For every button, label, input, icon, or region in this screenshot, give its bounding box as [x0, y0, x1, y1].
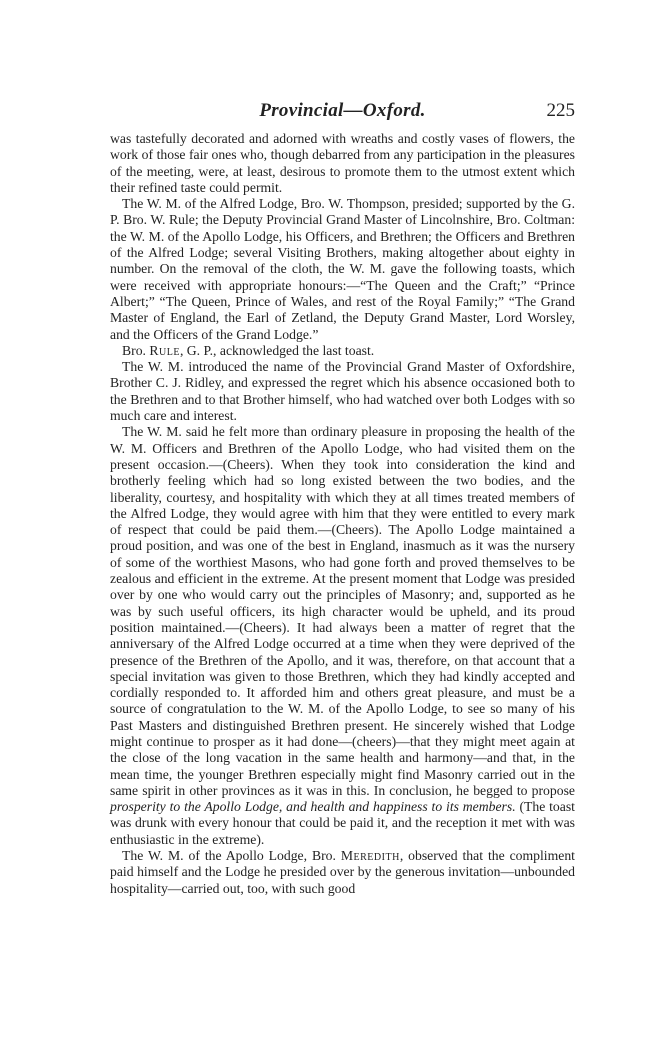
text-segment: prosperity to the Apollo Lodge, and health and happiness to its members.	[110, 799, 516, 815]
paragraph	[110, 343, 575, 359]
paragraph	[110, 196, 575, 343]
paragraph	[110, 359, 575, 424]
paragraph	[110, 848, 575, 897]
page-number: 225	[546, 100, 575, 121]
paragraph	[110, 131, 575, 196]
text-segment: The W. M. introduced the name of the Provincial Grand Master of Oxfordshire, Brother C. J. Ridley, and expressed the regret which his absence occasioned both to the Brethren and to that Brother himself, who had watched over both Lodges with so much care and interest.	[110, 359, 575, 424]
page-header	[110, 100, 575, 128]
running-title: Provincial—Oxford.	[259, 100, 426, 121]
body-text	[110, 131, 575, 897]
text-segment: Meredith	[340, 848, 400, 864]
text-segment: was tastefully decorated and adorned with wreaths and costly vases of flowers, the work of those fair ones who, though debarred from any participation in the pleasures of the meeting, were, at least, desirous to promote them to the utmost extent which their refined taste could permit.	[110, 131, 575, 195]
text-segment: Bro.	[122, 342, 150, 358]
text-segment: The W. M. said he felt more than ordinary pleasure in proposing the health of the W. M. Officers and Brethren of the Apollo Lodge, who had visited them on the present occasion.—(Cheers). When they took into consideration the kind and brotherly feeling which had so long existed between the two bodies, and the liberality, courtesy, and hospitality with which they at all times treated members of the Alfred Lodge, they would agree with him that they were entitled to every mark of respect that could be paid them.—(Cheers). The Apollo Lodge maintained a proud position, and was one of the best in England, inasmuch as it was the nursery of some of the worthiest Masons, who had gone forth and proved themselves to be zealous and efficient in the extreme. At the present moment that Lodge was presided over by one who would carry out the principles of Masonry; and, supported as he was by such useful officers, its high character would be upheld, and its proud position maintained.—(Cheers). It had always been a matter of regret that the anniversary of the Alfred Lodge occurred at a time when they were deprived of the presence of the Brethren of the Apollo, and it was, therefore, on that account that a special invitation was given to those Brethren, which they had kindly accepted and cordially responded to. It afforded him and others great pleasure, and must be a source of congratulation to the W. M. of the Apollo Lodge, to see so many of his Past Masters and distinguished Brethren present. He sincerely wished that Lodge might continue to prosper as it had done—(cheers)—that they might meet again at the close of the long vacation in the same health and harmony—and that, in the mean time, the younger Brethren especially might find Masonry carried out in the same spirit in other provinces as it was in this. In conclusion, he begged to propose	[110, 424, 575, 798]
text-segment: (The toast was drunk with every honour that could be paid it, and the reception it met with was enthusiastic in the extreme).	[110, 799, 575, 847]
text-segment: , G. P., acknowledged the last toast.	[179, 342, 375, 358]
paragraph	[110, 424, 575, 848]
text-segment: The W. M. of the Alfred Lodge, Bro. W. Thompson, presided; supported by the G. P. Bro. W. Rule; the Deputy Provincial Grand Master of Lincolnshire, Bro. Coltman: the W. M. of the Apollo Lodge, his Officers, and Brethren; the Officers and Brethren of the Alfred Lodge; several Visiting Brothers, making altogether about eighty in number. On the removal of the cloth, the W. M. gave the following toasts, which were received with appropriate honours:—“The Queen and the Craft;” “Prince Albert;” “The Queen, Prince of Wales, and rest of the Royal Family;” “The Grand Master of England, the Earl of Zetland, the Deputy Grand Master, Lord Worsley, and the Officers of the Grand Lodge.”	[110, 196, 575, 342]
text-segment: The W. M. of the Apollo Lodge, Bro.	[122, 848, 341, 864]
text-segment: , observed that the compliment paid himself and the Lodge he presided over by the generous invitation—unbounded hospitality—carried out, too, with such good	[110, 848, 575, 896]
text-segment: Rule	[149, 342, 180, 358]
